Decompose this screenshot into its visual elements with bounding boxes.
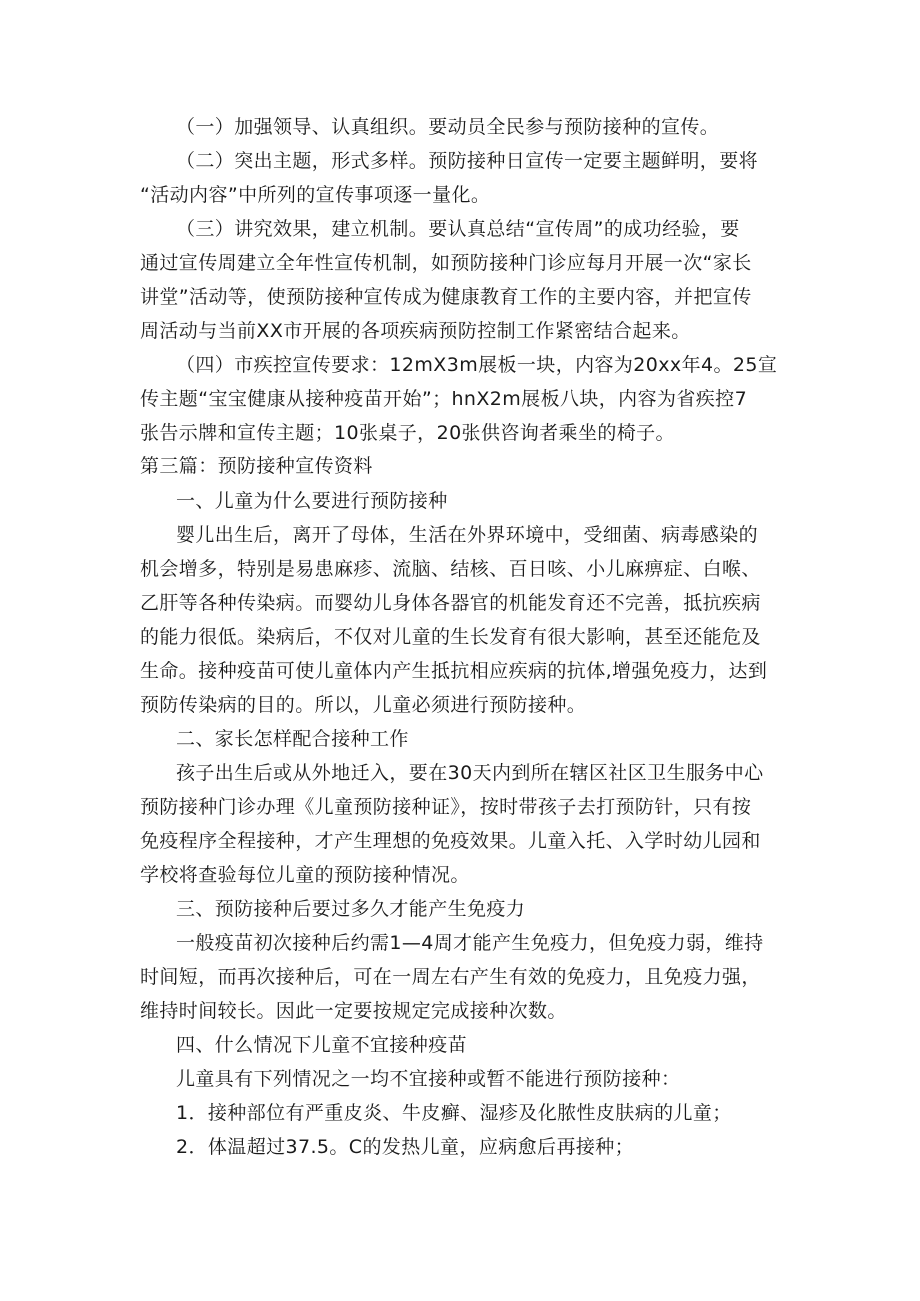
text-line: 孩子出生后或从外地迁入，要在30天内到所在辖区社区卫生服务中心	[176, 762, 764, 784]
text-line: 通过宣传周建立全年性宣传机制，如预防接种门诊应每月开展一次“家长	[140, 252, 752, 274]
text-line: （三）讲究效果，建立机制。要认真总结“宣传周”的成功经验，要	[176, 218, 740, 240]
text-line: （一）加强领导、认真组织。要动员全民参与预防接种的宣传。	[176, 116, 720, 138]
section-heading: 第三篇：预防接种宣传资料	[140, 455, 373, 477]
text-line: 免疫程序全程接种，才产生理想的免疫效果。儿童入托、入学时幼儿园和	[140, 830, 761, 852]
list-item: 2．体温超过37.5。C的发热儿童，应病愈后再接种；	[176, 1136, 635, 1158]
text-line: 维持时间较长。因此一定要按规定完成接种次数。	[140, 1000, 567, 1022]
text-line: 生命。接种疫苗可使儿童体内产生抵抗相应疾病的抗体,增强免疫力，达到	[140, 660, 768, 682]
text-line: 一般疫苗初次接种后约需1—4周才能产生免疫力，但免疫力弱，维持	[176, 932, 764, 954]
text-line: 传主题“宝宝健康从接种疫苗开始”；hnX2m展板八块，内容为省疾控7	[140, 388, 748, 410]
text-line: 机会增多，特别是易患麻疹、流脑、结核、百日咳、小儿麻痹症、白喉、	[140, 558, 761, 580]
text-line: 时间短，而再次接种后，可在一周左右产生有效的免疫力，且免疫力强，	[140, 966, 761, 988]
sub-heading: 三、预防接种后要过多久才能产生免疫力	[176, 898, 526, 920]
text-line: 婴儿出生后，离开了母体，生活在外界环境中，受细菌、病毒感染的	[176, 524, 759, 546]
text-line: 乙肝等各种传染病。而婴幼儿身体各器官的机能发育还不完善，抵抗疾病	[140, 592, 761, 614]
text-line: 儿童具有下列情况之一均不宜接种或暂不能进行预防接种：	[176, 1068, 681, 1090]
text-line: 学校将查验每位儿童的预防接种情况。	[140, 864, 470, 886]
text-line: 预防接种门诊办理《儿童预防接种证》，按时带孩子去打预防针，只有按	[140, 796, 752, 818]
text-line: （四）市疾控宣传要求：12mX3m展板一块，内容为20xx年4。25宣	[176, 354, 778, 376]
sub-heading: 二、家长怎样配合接种工作	[176, 728, 409, 750]
sub-heading: 一、儿童为什么要进行预防接种	[176, 490, 448, 512]
text-line: “活动内容”中所列的宣传事项逐一量化。	[140, 184, 491, 206]
text-line: （二）突出主题，形式多样。预防接种日宣传一定要主题鲜明，要将	[176, 150, 759, 172]
text-line: 张告示牌和宣传主题；10张桌子，20张供咨询者乘坐的椅子。	[140, 422, 675, 444]
sub-heading: 四、什么情况下儿童不宜接种疫苗	[176, 1034, 468, 1056]
text-line: 的能力很低。染病后，不仅对儿童的生长发育有很大影响，甚至还能危及	[140, 626, 761, 648]
text-line: 周活动与当前XX市开展的各项疾病预防控制工作紧密结合起来。	[140, 320, 691, 342]
text-line: 预防传染病的目的。所以，儿童必须进行预防接种。	[140, 694, 587, 716]
text-line: 讲堂”活动等，使预防接种宣传成为健康教育工作的主要内容，并把宣传	[140, 286, 752, 308]
list-item: 1．接种部位有严重皮炎、牛皮癣、湿疹及化脓性皮肤病的儿童；	[176, 1102, 732, 1124]
